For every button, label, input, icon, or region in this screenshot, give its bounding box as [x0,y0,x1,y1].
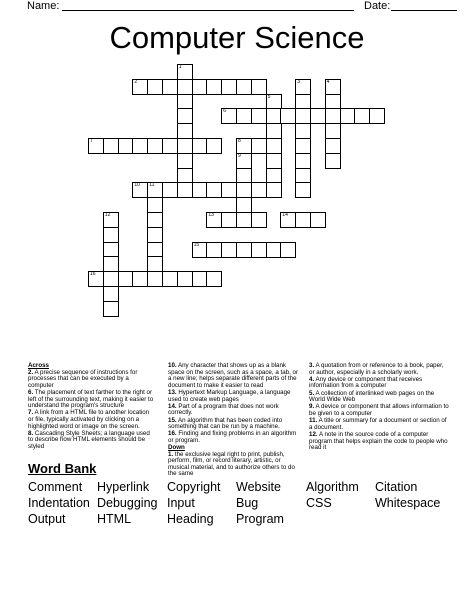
clues-column-1 [28,363,156,451]
clue-text: Cascading Style Sheets; a language used to describe how HTML elements should be styled [28,429,150,450]
grid-cell[interactable] [177,271,193,287]
clues-column-2 [168,363,300,479]
clue-text: Finding and fixing problems in an algorithm or program. [168,430,297,444]
clue [309,363,449,376]
word-bank-item: Hyperlink [97,480,150,494]
clue-text: The placement of text farther to the right or left of the surrounding text, making it easier to understand the program's structure [28,388,154,410]
clue [309,377,449,390]
grid-cell[interactable] [147,138,163,154]
grid-cell[interactable] [132,182,148,198]
grid-cell[interactable] [162,182,178,198]
grid-cell-number: 2 [134,78,138,85]
grid-cell[interactable] [103,242,119,258]
clue [309,391,449,404]
grid-cell[interactable] [236,138,252,154]
grid-cell[interactable] [221,108,237,124]
grid-cell[interactable] [162,79,178,95]
across-heading: Across [28,362,49,369]
grid-cell[interactable] [147,79,163,95]
grid-cell[interactable] [266,242,282,258]
clue-number: 1. [168,450,174,458]
clue-number: 9. [309,403,315,411]
word-bank-item: Website [236,480,281,494]
grid-cell-number: 3 [297,78,300,85]
grid-cell[interactable] [266,182,282,198]
word-bank-item: HTML [97,512,132,526]
clue-number: 14. [168,402,177,410]
clue [309,418,449,431]
grid-cell[interactable] [147,197,163,213]
grid-cell[interactable] [295,123,311,139]
clue-text: A collection of interlinked web pages on the World Wide Web [309,389,435,404]
grid-cell[interactable] [266,94,282,110]
clue-number: 8. [28,429,34,437]
grid-cell[interactable] [266,123,282,139]
grid-cell[interactable] [310,108,326,124]
grid-cell[interactable] [236,242,252,258]
grid-cell[interactable] [118,271,134,287]
grid-cell[interactable] [147,227,163,243]
grid-cell[interactable] [177,168,193,184]
grid-cell-number: 11 [149,182,155,189]
grid-cell[interactable] [103,301,119,317]
grid-cell[interactable] [147,182,163,198]
grid-cell[interactable] [103,286,119,302]
clue [168,404,300,417]
grid-cell[interactable] [88,271,104,287]
grid-cell[interactable] [236,168,252,184]
grid-cell[interactable] [325,79,341,95]
clue [28,370,156,390]
grid-cell-number: 16 [90,271,96,278]
grid-cell[interactable] [325,108,341,124]
grid-cell[interactable] [310,212,326,228]
grid-cell[interactable] [295,182,311,198]
grid-cell[interactable] [132,79,148,95]
clue-text: A precise sequence of instructions for processes that can be executed by a computer [28,368,138,389]
word-bank-item: Algorithm [306,480,359,494]
grid-cell[interactable] [192,242,208,258]
grid-cell[interactable] [206,79,222,95]
clue-number: 6. [28,388,34,396]
grid-cell[interactable] [295,168,311,184]
grid-cell[interactable] [295,79,311,95]
clue-number: 13. [168,388,177,396]
word-bank-item: Heading [167,512,214,526]
grid-cell[interactable] [266,108,282,124]
clue-text: An algorithm that has been coded into something that can be run by a machine. [168,416,283,431]
grid-cell[interactable] [206,212,222,228]
grid-cell[interactable] [236,79,252,95]
grid-cell[interactable] [177,79,193,95]
word-bank-item: Copyright [167,480,221,494]
word-bank-title: Word Bank [28,461,97,476]
grid-cell[interactable] [236,182,252,198]
grid-cell[interactable] [295,94,311,110]
grid-cell[interactable] [206,182,222,198]
grid-cell[interactable] [118,138,134,154]
clue-text: Part of a program that does not work correctly. [168,402,279,417]
clue-number: 12. [309,430,318,438]
grid-cell[interactable] [295,212,311,228]
clue [168,418,300,431]
clue-number: 2. [28,368,34,376]
word-bank-item: Whitespace [375,496,441,510]
grid-cell[interactable] [266,168,282,184]
grid-cell[interactable] [325,153,341,169]
grid-cell[interactable] [280,242,296,258]
grid-cell[interactable] [192,138,208,154]
grid-cell-number: 10 [134,182,140,189]
clue-number: 7. [28,409,34,417]
clue-number: 5. [309,389,315,397]
grid-cell[interactable] [236,108,252,124]
word-bank-item: Debugging [97,496,158,510]
grid-cell[interactable] [221,182,237,198]
grid-cell[interactable] [162,271,178,287]
clue [168,431,300,444]
word-bank-item: Bug [236,496,259,510]
clue-text: A quotation from or reference to a book, paper, or author, especially in a scholarly work. [309,362,444,376]
grid-cell[interactable] [266,138,282,154]
grid-cell[interactable] [221,212,237,228]
clue-text: Any device or component that receives information from a computer [309,375,423,390]
clue-text: A device or component that allows information to be given to a computer [309,403,449,417]
grid-cell[interactable] [177,138,193,154]
grid-cell[interactable] [221,79,237,95]
word-bank-item: Indentation [28,496,90,510]
clue-number: 3. [309,362,315,369]
grid-cell[interactable] [280,108,296,124]
grid-cell[interactable] [251,212,267,228]
grid-cell[interactable] [162,138,178,154]
word-bank-item: CSS [306,496,332,510]
grid-cell[interactable] [147,242,163,258]
grid-cell[interactable] [206,138,222,154]
grid-cell[interactable] [251,138,267,154]
clue [309,432,449,452]
grid-cell[interactable] [177,182,193,198]
clue-text: Any character that shows up as a blank space on the screen, such as a space, a tab, or a new line; helps separate different parts of the document to make it easier to read [168,362,299,389]
grid-cell[interactable] [132,271,148,287]
grid-cell-number: 6 [223,108,226,115]
grid-cell[interactable] [147,256,163,272]
grid-cell[interactable] [147,212,163,228]
grid-cell[interactable] [103,271,119,287]
grid-cell-number: 5 [267,93,271,100]
grid-cell[interactable] [236,153,252,169]
grid-cell[interactable] [369,108,385,124]
clue-number: 4. [309,375,315,383]
grid-cell[interactable] [177,123,193,139]
grid-cell[interactable] [177,108,193,124]
clue-text: A title or summary for a document or section of a document. [309,417,447,431]
grid-cell[interactable] [147,271,163,287]
page-title: Computer Science [109,20,365,55]
grid-cell[interactable] [221,242,237,258]
word-bank-item: Output [28,512,66,526]
grid-cell[interactable] [325,94,341,110]
grid-cell[interactable] [280,212,296,228]
grid-cell[interactable] [132,138,148,154]
word-bank-item: Citation [375,480,418,494]
grid-cell[interactable] [295,138,311,154]
grid-cell-number: 9 [238,152,241,159]
clue-number: 11. [309,417,318,425]
grid-cell[interactable] [354,108,370,124]
clue [168,390,300,403]
clue [309,404,449,417]
grid-cell[interactable] [206,271,222,287]
grid-cell-number: 8 [238,138,241,144]
clue-text: A note in the source code of a computer program that helps explain the code to people who read it [309,430,448,452]
grid-cell-number: 1 [178,64,182,70]
grid-cell[interactable] [340,108,356,124]
clue-text: the exclusive legal right to print, publish, perform, film, or record literary, artistic, or musical material, and to authorize others to do the same [168,450,295,478]
clues-column-3 [309,363,449,452]
word-bank-item: Comment [28,480,83,494]
name-label: Name: [27,0,60,12]
grid-cell-number: 12 [104,212,111,218]
clue-number: 10. [168,362,177,369]
clue [168,452,300,478]
grid-cell[interactable] [325,123,341,139]
clue-number: 16. [168,430,177,438]
grid-cell[interactable] [236,212,252,228]
word-bank-item: Program [236,512,284,526]
grid-cell[interactable] [88,138,104,154]
grid-cell[interactable] [236,197,252,213]
grid-cell[interactable] [295,108,311,124]
grid-cell-number: 13 [208,212,214,218]
clue [28,431,156,451]
clue [168,363,300,389]
grid-cell[interactable] [177,153,193,169]
clue-text: Hypertext Markup Language, a language used to create web pages [168,388,291,403]
grid-cell[interactable] [251,182,267,198]
grid-cell[interactable] [251,108,267,124]
grid-cell[interactable] [295,153,311,169]
grid-cell[interactable] [103,256,119,272]
grid-cell[interactable] [192,182,208,198]
grid-cell[interactable] [103,227,119,243]
grid-cell[interactable] [266,153,282,169]
clue-number: 15. [168,416,177,424]
grid-cell-number: 7 [90,138,93,144]
grid-cell-number: 14 [282,212,288,218]
grid-cell[interactable] [192,79,208,95]
clue [28,410,156,430]
clue-text: A link from a HTML file to another location or file, typically activated by clicking on a highlighted word or image on the screen. [28,409,150,430]
grid-cell[interactable] [177,94,193,110]
clue [28,390,156,410]
grid-cell[interactable] [103,138,119,154]
grid-cell[interactable] [325,138,341,154]
grid-cell[interactable] [251,242,267,258]
grid-cell-number: 4 [326,78,330,85]
down-heading: Down [168,444,185,452]
date-label: Date: [364,0,391,12]
grid-cell[interactable] [251,79,267,95]
grid-cell[interactable] [192,271,208,287]
grid-cell[interactable] [177,64,193,80]
word-bank-item: Input [167,496,195,510]
grid-cell-number: 15 [193,241,200,248]
grid-cell[interactable] [103,212,119,228]
grid-cell[interactable] [206,242,222,258]
